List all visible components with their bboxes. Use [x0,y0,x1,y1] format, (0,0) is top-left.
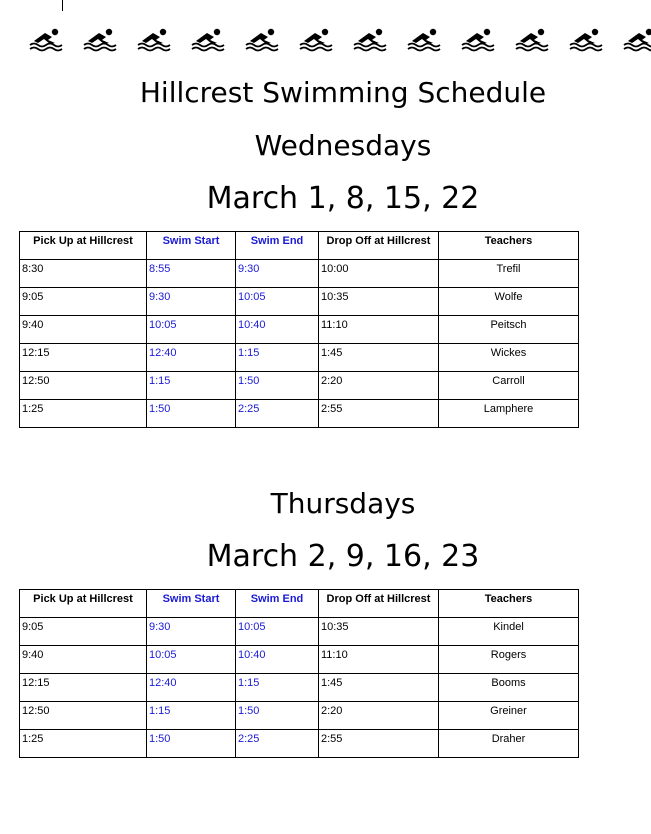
swim-end-time: 10:05 [236,618,319,646]
swim-start-time: 12:40 [147,674,236,702]
drop-off-time: 1:45 [319,674,439,702]
drop-off-time: 2:20 [319,702,439,730]
header-pick-up: Pick Up at Hillcrest [20,590,147,618]
page-title: Hillcrest Swimming Schedule [139,76,547,109]
table-row [20,618,579,646]
swim-start-time: 10:05 [147,646,236,674]
table-row [20,316,579,344]
header-drop-off: Drop Off at Hillcrest [319,590,439,618]
swimmer-icon [568,27,606,53]
pick-up-time: 9:40 [20,646,147,674]
swim-end-time: 1:15 [236,674,319,702]
table-row [20,646,579,674]
swimmer-icon [298,27,336,53]
swim-end-time: 1:50 [236,372,319,400]
swim-end-time: 9:30 [236,260,319,288]
table-row [20,344,579,372]
swim-end-time: 1:50 [236,702,319,730]
teacher-name: Wickes [439,344,579,372]
table-row [20,260,579,288]
drop-off-time: 10:35 [319,618,439,646]
swim-end-time: 2:25 [236,400,319,428]
table-header-row [20,232,579,260]
drop-off-time: 11:10 [319,646,439,674]
table-header-row [20,590,579,618]
teacher-name: Greiner [439,702,579,730]
drop-off-time: 10:00 [319,260,439,288]
swimmer-icon [352,27,390,53]
teacher-name: Kindel [439,618,579,646]
swim-start-time: 10:05 [147,316,236,344]
teacher-name: Trefil [439,260,579,288]
swim-start-time: 8:55 [147,260,236,288]
swim-start-time: 12:40 [147,344,236,372]
header-teachers: Teachers [439,232,579,260]
header-swim-start: Swim Start [147,590,236,618]
table-row [20,372,579,400]
swim-start-time: 9:30 [147,288,236,316]
drop-off-time: 2:55 [319,400,439,428]
swim-end-time: 2:25 [236,730,319,758]
swim-start-time: 1:15 [147,702,236,730]
swimmer-icon [82,27,120,53]
pick-up-time: 9:05 [20,618,147,646]
teacher-name: Lamphere [439,400,579,428]
swimmer-icon-row [28,27,651,53]
swim-start-time: 1:50 [147,400,236,428]
wednesday-schedule-table [19,231,579,428]
drop-off-time: 2:20 [319,372,439,400]
pick-up-time: 12:15 [20,674,147,702]
teacher-name: Booms [439,674,579,702]
teacher-name: Draher [439,730,579,758]
pick-up-time: 1:25 [20,730,147,758]
header-drop-off: Drop Off at Hillcrest [319,232,439,260]
pick-up-time: 9:05 [20,288,147,316]
swimmer-icon [244,27,282,53]
header-teachers: Teachers [439,590,579,618]
drop-off-time: 1:45 [319,344,439,372]
teacher-name: Rogers [439,646,579,674]
swim-end-time: 10:40 [236,646,319,674]
drop-off-time: 2:55 [319,730,439,758]
swimmer-icon [622,27,651,53]
header-swim-end: Swim End [236,232,319,260]
table-row [20,674,579,702]
table-row [20,400,579,428]
pick-up-time: 12:50 [20,702,147,730]
table-row [20,730,579,758]
wednesday-heading: Wednesdays [254,129,432,162]
swimmer-icon [136,27,174,53]
swimmer-icon [460,27,498,53]
header-swim-start: Swim Start [147,232,236,260]
drop-off-time: 10:35 [319,288,439,316]
teacher-name: Carroll [439,372,579,400]
header-swim-end: Swim End [236,590,319,618]
swim-start-time: 9:30 [147,618,236,646]
table-row [20,702,579,730]
swimmer-icon [406,27,444,53]
table-row [20,288,579,316]
wednesday-dates: March 1, 8, 15, 22 [206,181,480,216]
header-pick-up: Pick Up at Hillcrest [20,232,147,260]
teacher-name: Peitsch [439,316,579,344]
teacher-name: Wolfe [439,288,579,316]
pick-up-time: 1:25 [20,400,147,428]
swim-end-time: 10:05 [236,288,319,316]
pick-up-time: 9:40 [20,316,147,344]
swim-end-time: 1:15 [236,344,319,372]
text-cursor [62,0,63,11]
pick-up-time: 12:15 [20,344,147,372]
thursday-heading: Thursdays [270,487,416,520]
swim-start-time: 1:15 [147,372,236,400]
pick-up-time: 12:50 [20,372,147,400]
thursday-dates: March 2, 9, 16, 23 [206,539,480,574]
swimmer-icon [28,27,66,53]
swim-end-time: 10:40 [236,316,319,344]
drop-off-time: 11:10 [319,316,439,344]
swimmer-icon [190,27,228,53]
thursday-schedule-table [19,589,579,758]
pick-up-time: 8:30 [20,260,147,288]
swim-start-time: 1:50 [147,730,236,758]
swimmer-icon [514,27,552,53]
